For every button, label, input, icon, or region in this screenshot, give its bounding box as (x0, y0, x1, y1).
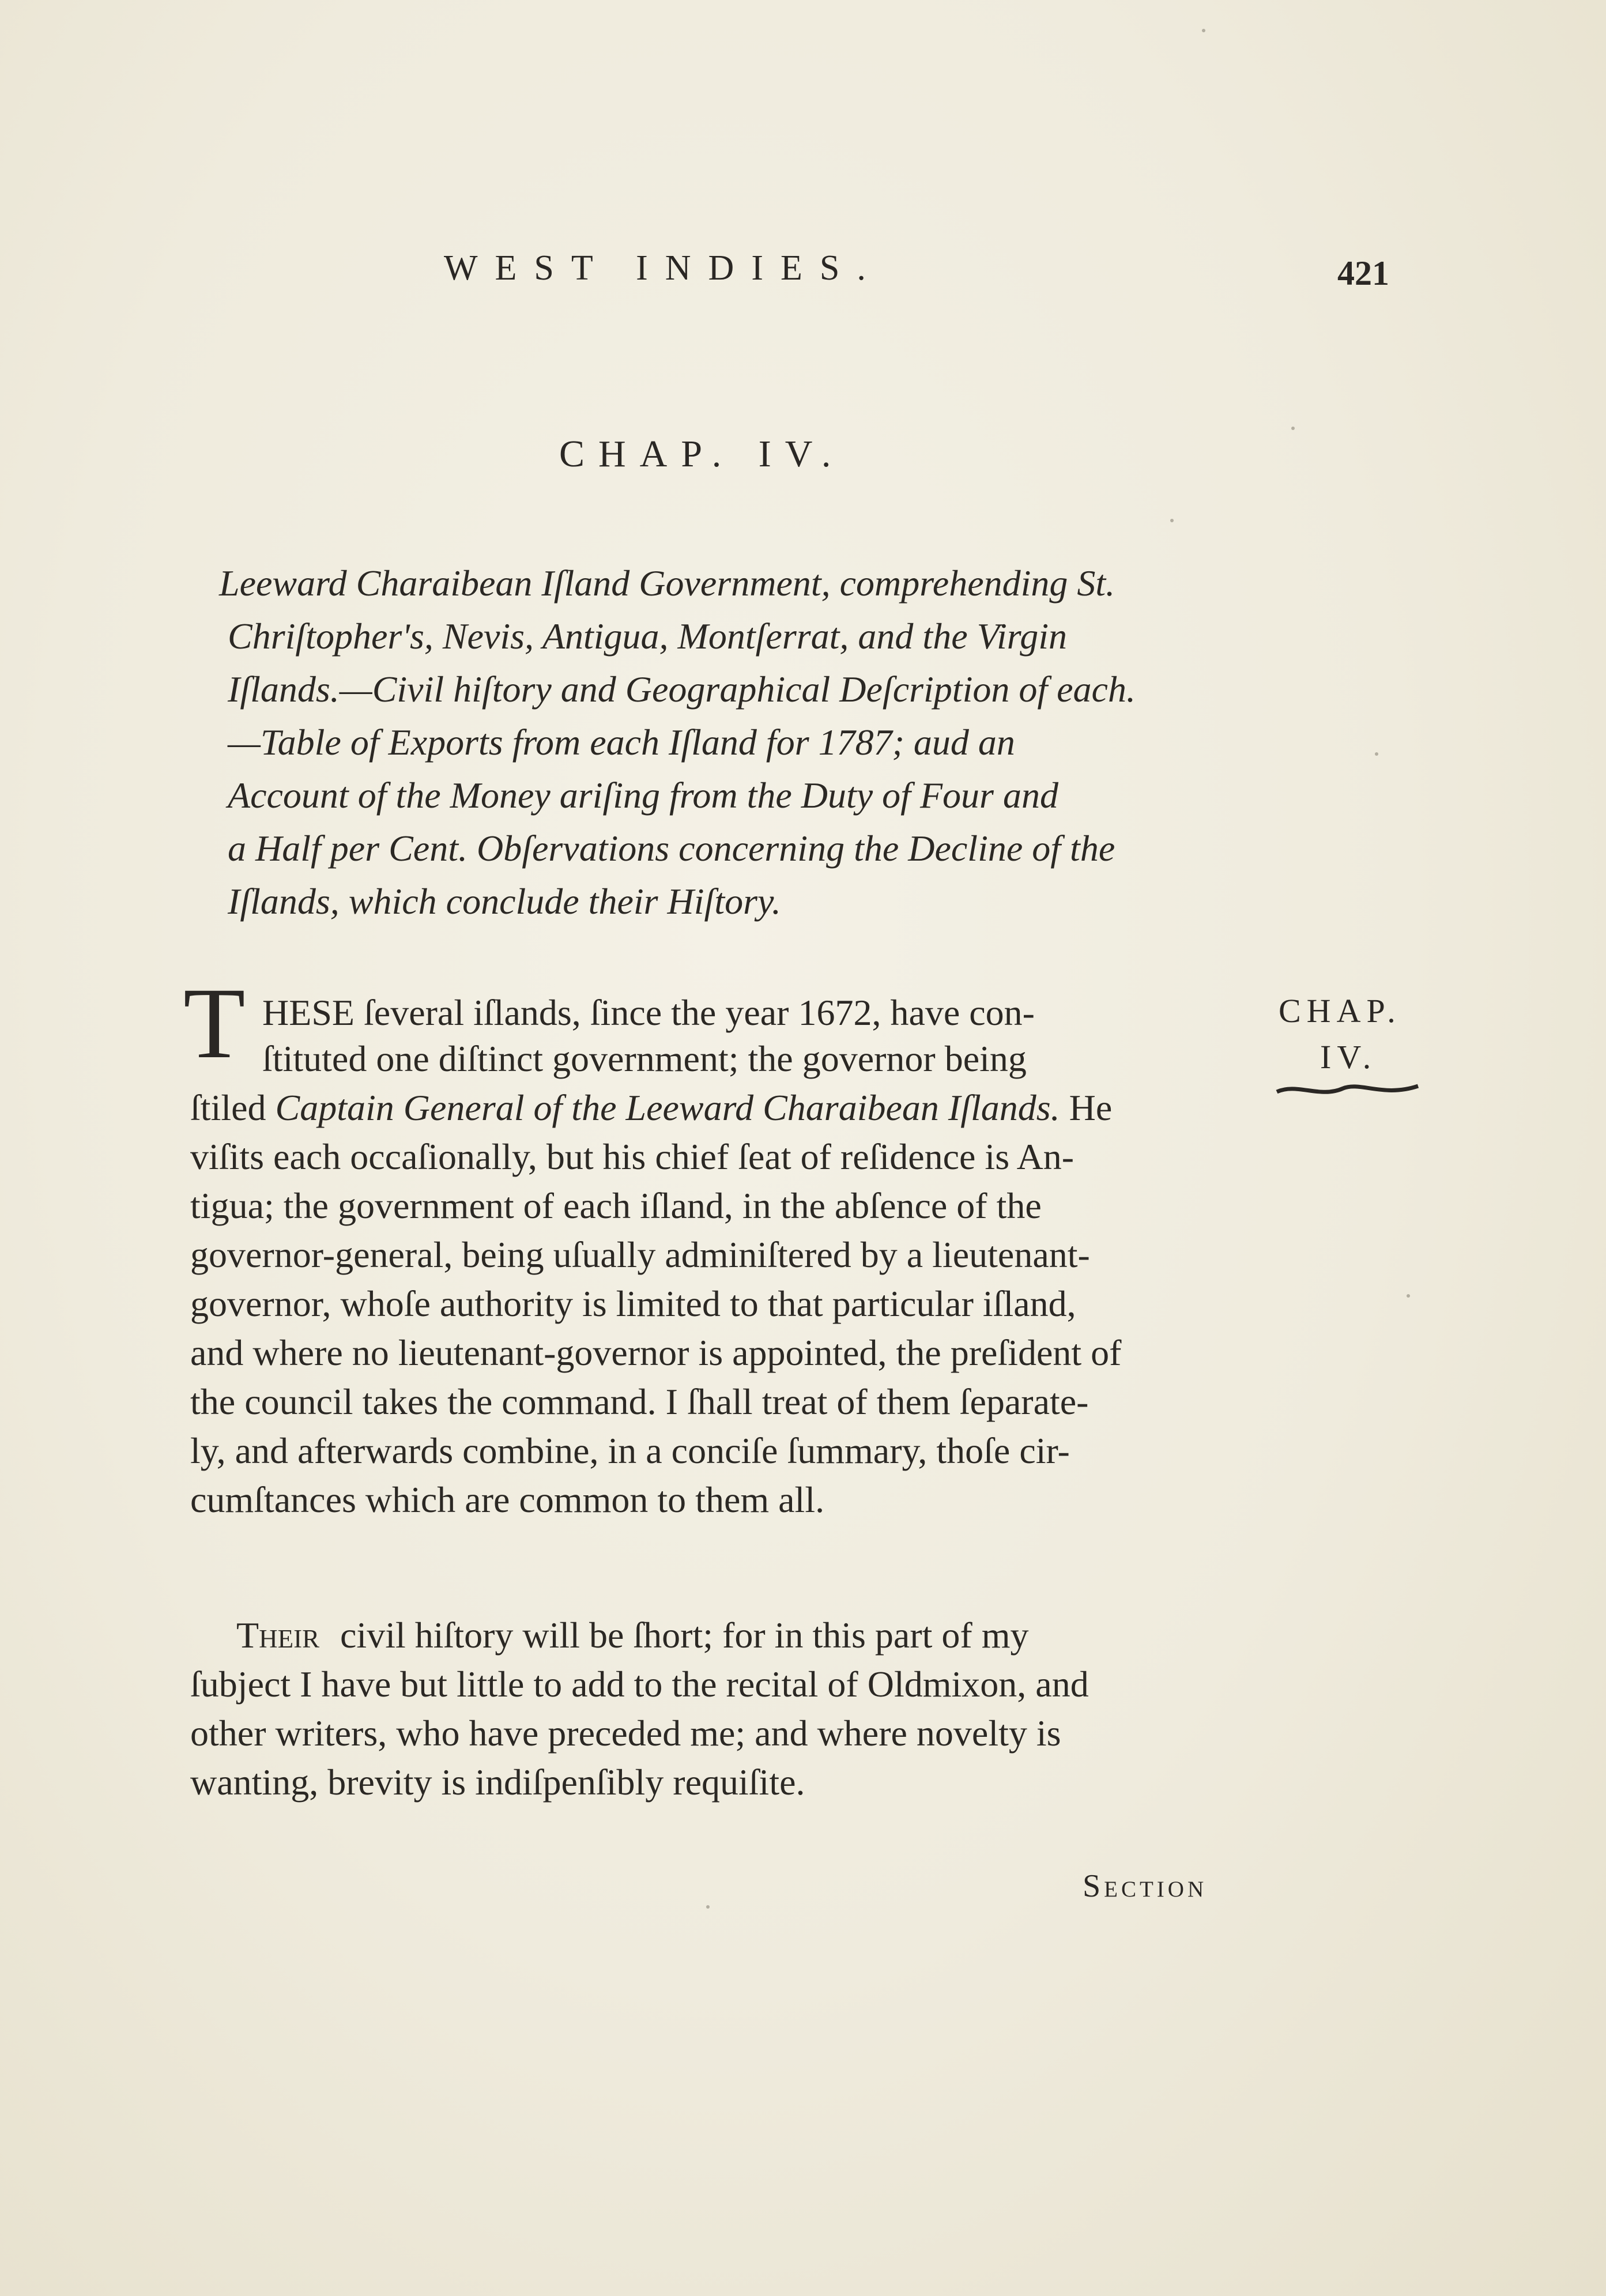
running-head: WEST INDIES. (444, 248, 883, 288)
chapter-summary-line: —Table of Exports from each Iſland for 1787; aud an (228, 722, 1015, 763)
body-text-line: tigua; the government of each iſland, in the abſence of the (190, 1185, 1042, 1226)
body-text-line: ſtiled Captain General of the Leeward Charaibean Iſlands. He (190, 1087, 1113, 1128)
body-text-line: ſubject I have but little to add to the recital of Oldmixon, and (190, 1664, 1089, 1705)
body-text-line: ſtituted one diſtinct government; the governor being (262, 1038, 1027, 1079)
page-number: 421 (1337, 254, 1389, 292)
chapter-summary-line: Chriſtopher's, Nevis, Antigua, Montſerrat, and the Virgin (228, 616, 1068, 657)
body-text-line: governor-general, being uſually adminiſtered by a lieutenant- (190, 1234, 1090, 1275)
catchword: Section (1083, 1868, 1208, 1904)
paper-speck (706, 1905, 710, 1909)
chapter-heading: CHAP. IV. (559, 433, 845, 475)
body-text-line: cumſtances which are common to them all. (190, 1479, 825, 1520)
chapter-summary-line: Leeward Charaibean Iſland Government, comprehending St. (219, 563, 1115, 604)
chapter-summary-line: Iſlands.—Civil hiſtory and Geographical Deſcription of each. (228, 669, 1136, 710)
body-text-line: viſits each occaſionally, but his chief ſeat of reſidence is An- (190, 1136, 1075, 1177)
body-text-line: HESE ſeveral iſlands, ſince the year 1672, have con- (262, 992, 1035, 1033)
margin-note-chap: CHAP. (1279, 992, 1401, 1030)
body-text-line: governor, whoſe authority is limited to that particular iſland, (190, 1283, 1076, 1324)
flourish-ornament (1274, 1078, 1424, 1101)
chapter-summary-line: a Half per Cent. Obſervations concerning the Decline of the (228, 828, 1115, 869)
paper-speck (1170, 519, 1174, 522)
paper-speck (1291, 427, 1295, 430)
paragraph-lead-word: Their (236, 1615, 320, 1656)
chapter-summary-line: Account of the Money ariſing from the Duty of Four and (228, 775, 1058, 816)
body-text-line: civil hiſtory will be ſhort; for in this part of my (340, 1615, 1029, 1656)
paper-speck (1407, 1294, 1410, 1298)
chapter-summary-line: Iſlands, which conclude their Hiſtory. (228, 881, 781, 922)
drop-cap: T (183, 967, 246, 1080)
paper-speck (1202, 29, 1205, 32)
paper-speck (1375, 752, 1378, 756)
body-text-line: the council takes the command. I ſhall treat of them ſeparate- (190, 1381, 1089, 1422)
body-text-line: wanting, brevity is indiſpenſibly requiſite. (190, 1762, 805, 1803)
body-text-line: ly, and afterwards combine, in a conciſe ſummary, thoſe cir- (190, 1430, 1070, 1471)
body-text-line: other writers, who have preceded me; and where novelty is (190, 1713, 1061, 1754)
body-text-line: and where no lieutenant-governor is appointed, the preſident of (190, 1332, 1122, 1373)
margin-note-number: IV. (1320, 1038, 1377, 1076)
